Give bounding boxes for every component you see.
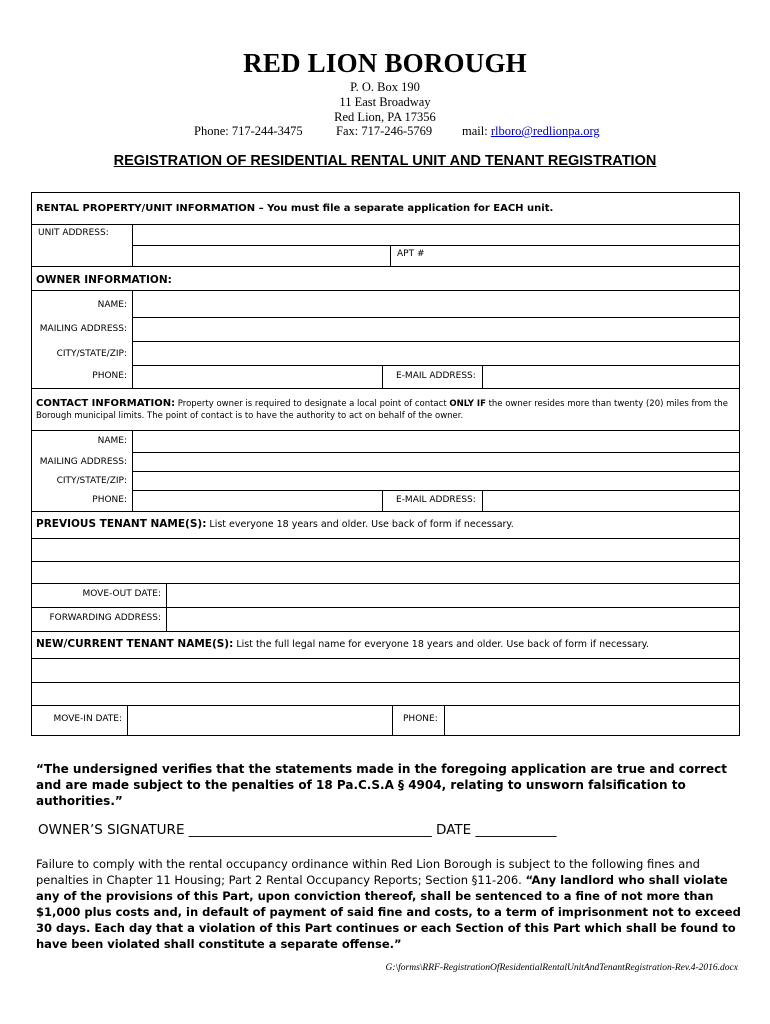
contact-heading: [36, 398, 736, 422]
registration-form: [31, 192, 740, 736]
contact-name-field[interactable]: [133, 431, 739, 452]
forwarding-label: FORWARDING ADDRESS:: [49, 613, 161, 623]
unit-address-label: UNIT ADDRESS:: [38, 228, 109, 238]
owner-mailing-field[interactable]: [133, 318, 739, 341]
signature-line: [38, 822, 556, 838]
contact-only-if: ONLY IF: [449, 399, 486, 409]
current-tenant-heading-text: List the full legal name for everyone 18 years and older. Use back of form if necessary.: [233, 639, 649, 650]
contact-city-field[interactable]: [133, 472, 739, 490]
previous-tenant-heading-bold: PREVIOUS TENANT NAME(S):: [36, 518, 207, 530]
move-in-label: MOVE-IN DATE:: [53, 714, 122, 724]
contact-city-label: CITY/STATE/ZIP:: [56, 476, 127, 486]
contact-mailing-field[interactable]: [133, 453, 739, 471]
current-tenant-heading: [36, 638, 649, 650]
owner-name-field[interactable]: [133, 291, 739, 317]
forwarding-field[interactable]: [167, 608, 739, 631]
signature-label: OWNER’S SIGNATURE: [38, 822, 189, 838]
contact-name-label: NAME:: [97, 436, 127, 446]
rental-heading: RENTAL PROPERTY/UNIT INFORMATION – You must file a separate application for EACH unit.: [36, 203, 554, 214]
signature-field[interactable]: ____________________________________: [188, 822, 432, 838]
penalty-text: [36, 856, 746, 952]
po-box: P. O. Box 190: [350, 80, 420, 94]
previous-tenant-heading-text: List everyone 18 years and older. Use back of form if necessary.: [206, 519, 514, 530]
unit-address-field[interactable]: [133, 225, 739, 245]
borough-title: RED LION BOROUGH: [243, 48, 527, 78]
contact-mailing-label: MAILING ADDRESS:: [39, 457, 127, 467]
owner-email-label: E-MAIL ADDRESS:: [396, 371, 476, 381]
move-out-label: MOVE-OUT DATE:: [82, 589, 161, 599]
contact-phone-field[interactable]: [133, 491, 382, 511]
owner-city-label: CITY/STATE/ZIP:: [56, 349, 127, 359]
current-phone-label: PHONE:: [403, 714, 438, 724]
move-out-field[interactable]: [167, 584, 739, 607]
current-tenant-field-1[interactable]: [32, 659, 739, 682]
current-tenant-heading-bold: NEW/CURRENT TENANT NAME(S):: [36, 638, 234, 650]
contact-heading-bold: CONTACT INFORMATION:: [36, 398, 176, 409]
contact-text-1: Property owner is required to designate a local point of contact: [175, 399, 450, 409]
current-phone-field[interactable]: [445, 706, 739, 736]
email-link[interactable]: rlboro@redlionpa.org: [490, 124, 600, 138]
owner-city-field[interactable]: [133, 342, 739, 365]
contact-phone-label: PHONE:: [92, 495, 127, 505]
penalty-bold: “Any landlord who shall violate any of the provisions of this Part, upon conviction thereof, shall be sentenced to a fine of not more than $1,000 plus costs and, in default of payment of said fine and costs, to a term of imprisonment not to exceed 30 days. Each day that a violation of this Part continues or each Section of this Part which shall be found to have been violated shall constitute a separate offense.”: [36, 873, 741, 951]
penalty-intro: Failure to comply with the rental occupancy ordinance within Red Lion Borough is subject to the following fines and penalties in Chapter 11 Housing; Part 2 Rental Occupancy Reports; Section §11-206.: [36, 857, 700, 887]
owner-mailing-label: MAILING ADDRESS:: [39, 324, 127, 334]
header-fax: Fax: 717-246-5769: [336, 124, 433, 138]
current-tenant-field-2[interactable]: [32, 683, 739, 705]
owner-phone-field[interactable]: [133, 366, 382, 388]
owner-phone-label: PHONE:: [92, 371, 127, 381]
contact-email-field[interactable]: [483, 491, 739, 511]
street-address: 11 East Broadway: [339, 95, 431, 109]
previous-tenant-field-1[interactable]: [32, 539, 739, 561]
verification-statement: “The undersigned verifies that the statements made in the foregoing application are true and correct and are made subject to the penalties of 18 Pa.C.S.A § 4904, relating to unsworn falsification to authorities.”: [36, 762, 727, 808]
date-field[interactable]: ____________: [475, 822, 557, 838]
header-phone: Phone: 717-244-3475: [194, 124, 303, 138]
contact-text-2: the owner resides more than twenty (20) miles from the Borough municipal limits. The point of contact is to have the authority to act on behalf of the owner.: [36, 399, 728, 421]
contact-line: [0, 124, 770, 140]
document-title: REGISTRATION OF RESIDENTIAL RENTAL UNIT AND TENANT REGISTRATION: [113, 153, 657, 169]
previous-tenant-heading: [36, 518, 514, 530]
file-path-footer: G:\forms\RRF-RegistrationOfResidentialRentalUnitAndTenantRegistration-Rev.4-2016.docx: [385, 963, 738, 973]
previous-tenant-field-2[interactable]: [32, 562, 739, 583]
apt-field[interactable]: [452, 246, 739, 266]
owner-email-field[interactable]: [483, 366, 739, 388]
header-mail: [462, 124, 600, 139]
contact-email-label: E-MAIL ADDRESS:: [396, 495, 476, 505]
apt-label: APT #: [397, 249, 425, 259]
owner-heading: OWNER INFORMATION:: [36, 274, 172, 286]
mail-label: mail:: [462, 124, 491, 138]
move-in-field[interactable]: [128, 706, 392, 736]
city-address: Red Lion, PA 17356: [334, 110, 436, 124]
owner-name-label: NAME:: [97, 300, 127, 310]
date-label: DATE: [431, 822, 476, 838]
